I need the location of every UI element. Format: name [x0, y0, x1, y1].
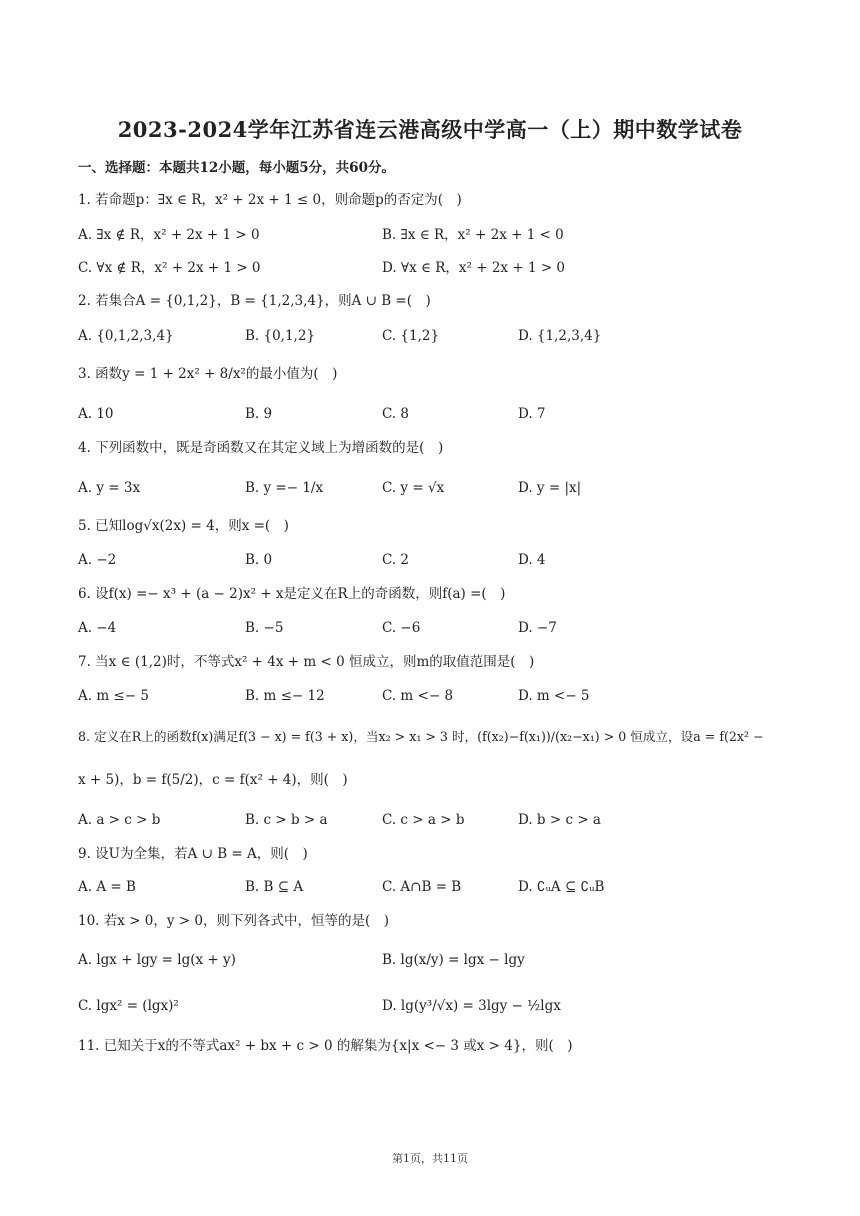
- option-a: A. ∃x ∉ R，x² + 2x + 1 > 0: [78, 227, 260, 243]
- option-d: D. ∁ᵤA ⊆ ∁ᵤB: [518, 879, 605, 895]
- question-stem: 2. 若集合A = {0,1,2}，B = {1,2,3,4}，则A ∪ B =( ): [78, 293, 431, 309]
- option-c: C. c > a > b: [382, 812, 465, 828]
- question-stem: 3. 函数y = 1 + 2x² + 8/x²的最小值为( ): [78, 366, 338, 382]
- question-stem: 8. 定义在R上的函数f(x)满足f(3 − x) = f(3 + x)，当x₂ > x₁ > 3 时，(f(x₂)−f(x₁))/(x₂−x₁) > 0 恒成立，设a = f(2x² −: [78, 729, 764, 744]
- question-stem: 4. 下列函数中，既是奇函数又在其定义域上为增函数的是( ): [78, 440, 444, 456]
- question-stem-continued: x + 5)，b = f(5/2)，c = f(x² + 4)，则( ): [78, 772, 348, 788]
- option-d: D. 7: [518, 406, 546, 422]
- question-stem: 11. 已知关于x的不等式ax² + bx + c > 0 的解集为{x|x <− 3 或x > 4}，则( ): [78, 1038, 573, 1054]
- option-a: A. m ≤− 5: [78, 688, 149, 704]
- option-d: D. y = |x|: [518, 480, 582, 496]
- option-b: B. {0,1,2}: [245, 328, 316, 344]
- option-c: C. lgx² = (lgx)²: [78, 998, 179, 1014]
- option-a: A. {0,1,2,3,4}: [78, 328, 174, 344]
- question-stem: 1. 若命题p：∃x ∈ R，x² + 2x + 1 ≤ 0，则命题p的否定为( ): [78, 192, 462, 208]
- option-b: B. 0: [245, 552, 273, 568]
- option-b: B. c > b > a: [245, 812, 328, 828]
- option-b: B. ∃x ∈ R，x² + 2x + 1 < 0: [382, 227, 564, 243]
- question-stem: 6. 设f(x) =− x³ + (a − 2)x² + x是定义在R上的奇函数，则f(a) =( ): [78, 586, 506, 602]
- option-c: C. m <− 8: [382, 688, 454, 704]
- option-d: D. m <− 5: [518, 688, 590, 704]
- option-d: D. ∀x ∈ R，x² + 2x + 1 > 0: [382, 260, 566, 276]
- option-b: B. 9: [245, 406, 273, 422]
- option-b: B. B ⊆ A: [245, 879, 304, 895]
- option-b: B. y =− 1/x: [245, 480, 324, 496]
- page-title: 2023-2024学年江苏省连云港高级中学高一（上）期中数学试卷: [117, 117, 743, 142]
- option-a: A. A = B: [78, 879, 136, 895]
- question-stem: 10. 若x > 0，y > 0，则下列各式中，恒等的是( ): [78, 913, 390, 929]
- question-stem: 5. 已知log√x(2x) = 4，则x =( ): [78, 518, 289, 534]
- option-a: A. −2: [78, 552, 117, 568]
- option-d: D. lg(y³/√x) = 3lgy − ½lgx: [382, 998, 561, 1014]
- option-d: D. 4: [518, 552, 546, 568]
- option-c: C. −6: [382, 620, 421, 636]
- option-c: C. {1,2}: [382, 328, 440, 344]
- option-d: D. b > c > a: [518, 812, 601, 828]
- option-c: C. 8: [382, 406, 410, 422]
- option-d: D. −7: [518, 620, 557, 636]
- option-a: A. y = 3x: [78, 480, 141, 496]
- option-b: B. m ≤− 12: [245, 688, 325, 704]
- option-a: A. a > c > b: [78, 812, 161, 828]
- option-c: C. y = √x: [382, 480, 445, 496]
- page-footer: 第1页，共11页: [392, 1152, 468, 1165]
- option-c: C. ∀x ∉ R，x² + 2x + 1 > 0: [78, 260, 261, 276]
- option-a: A. 10: [78, 406, 114, 422]
- option-a: A. −4: [78, 620, 117, 636]
- option-a: A. lgx + lgy = lg(x + y): [78, 952, 236, 968]
- question-stem: 7. 当x ∈ (1,2)时，不等式x² + 4x + m < 0 恒成立，则m的取值范围是( ): [78, 654, 535, 670]
- question-stem: 9. 设U为全集，若A ∪ B = A，则( ): [78, 846, 308, 862]
- option-c: C. A∩B = B: [382, 879, 462, 895]
- option-c: C. 2: [382, 552, 410, 568]
- option-d: D. {1,2,3,4}: [518, 328, 602, 344]
- option-b: B. lg(x/y) = lgx − lgy: [382, 952, 525, 968]
- section-heading: 一、选择题：本题共12小题，每小题5分，共60分。: [78, 160, 395, 176]
- option-b: B. −5: [245, 620, 284, 636]
